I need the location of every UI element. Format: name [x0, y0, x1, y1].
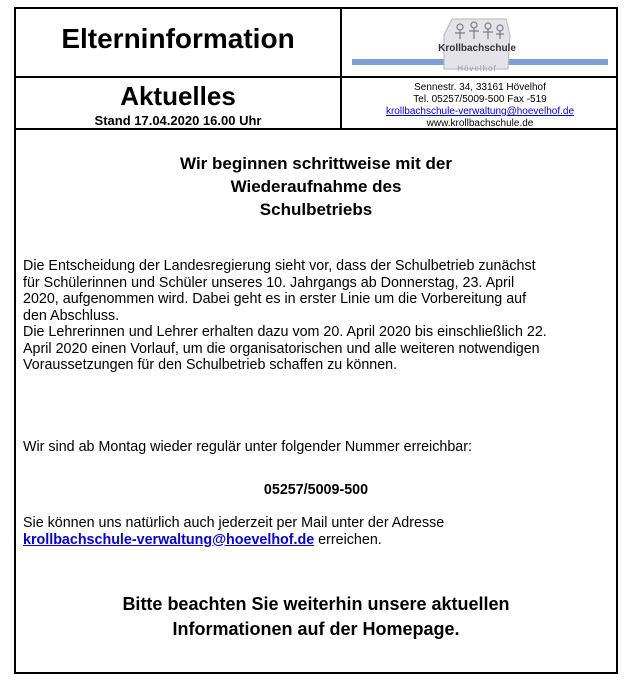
school-logo: [344, 13, 614, 77]
status-date: Stand 17.04.2020 16.00 Uhr: [94, 113, 262, 128]
paragraph-line: Voraussetzungen für den Schulbetrieb schaffen zu können.: [23, 357, 398, 373]
paragraph-line: April 2020 einen Vorlauf, um die organisatorischen und alle weiteren notwendigen: [23, 340, 540, 357]
closing-line: Informationen auf der Homepage.: [172, 619, 460, 639]
email-suffix: erreichen.: [314, 531, 382, 548]
document-frame: [14, 7, 618, 674]
contact-phone: Tel. 05257/5009-500 Fax -519: [413, 94, 547, 105]
headline-line: Wiederaufnahme des: [230, 177, 402, 196]
page-subtitle: Aktuelles: [120, 81, 236, 111]
contact-website: www.krollbachschule.de: [426, 118, 534, 129]
contact-email-link[interactable]: krollbachschule-verwaltung@hoevelhof.de: [385, 106, 575, 117]
paragraph-line: 2020, aufgenommen wird. Dabei geht es in erster Linie um die Vorbereitung auf: [23, 291, 527, 307]
closing-line: Bitte beachten Sie weiterhin unsere aktuellen: [122, 594, 510, 614]
paragraph-line: Die Lehrerinnen und Lehrer erhalten dazu vom 20. April 2020 bis einschließlich 22.: [23, 324, 547, 340]
body-paragraph-decision: [23, 258, 619, 374]
body-paragraph-reachability: Wir sind ab Montag wieder regulär unter folgender Nummer erreichbar:: [23, 439, 472, 455]
paragraph-line: Die Entscheidung der Landesregierung sieht vor, dass der Schulbetrieb zunächst: [23, 258, 536, 274]
headline-line: Wir beginnen schrittweise mit der: [180, 154, 452, 173]
document-title: Elterninformation: [61, 23, 295, 54]
headline-line: Schulbetriebs: [259, 200, 373, 219]
phone-number: 05257/5009-500: [263, 482, 369, 498]
contact-block: [342, 82, 618, 130]
paragraph-line: den Abschluss.: [23, 307, 120, 324]
paragraph-line: für Schülerinnen und Schüler unseres 10. Jahrgangs ab Donnerstag, 23. April: [23, 274, 515, 291]
paragraph-line: Sie können uns natürlich auch jederzeit per Mail unter der Adresse: [23, 515, 445, 531]
contact-address: Sennestr. 34, 33161 Hövelhof: [414, 82, 546, 93]
email-link[interactable]: krollbachschule-verwaltung@hoevelhof.de: [23, 531, 315, 548]
logo-name: Krollbachschule: [438, 43, 516, 54]
paragraph-line: [23, 532, 619, 549]
closing-notice: [16, 592, 616, 642]
logo-place: Hövelhof: [457, 64, 497, 73]
announcement-headline: [16, 152, 616, 221]
body-paragraph-email: [23, 515, 619, 548]
